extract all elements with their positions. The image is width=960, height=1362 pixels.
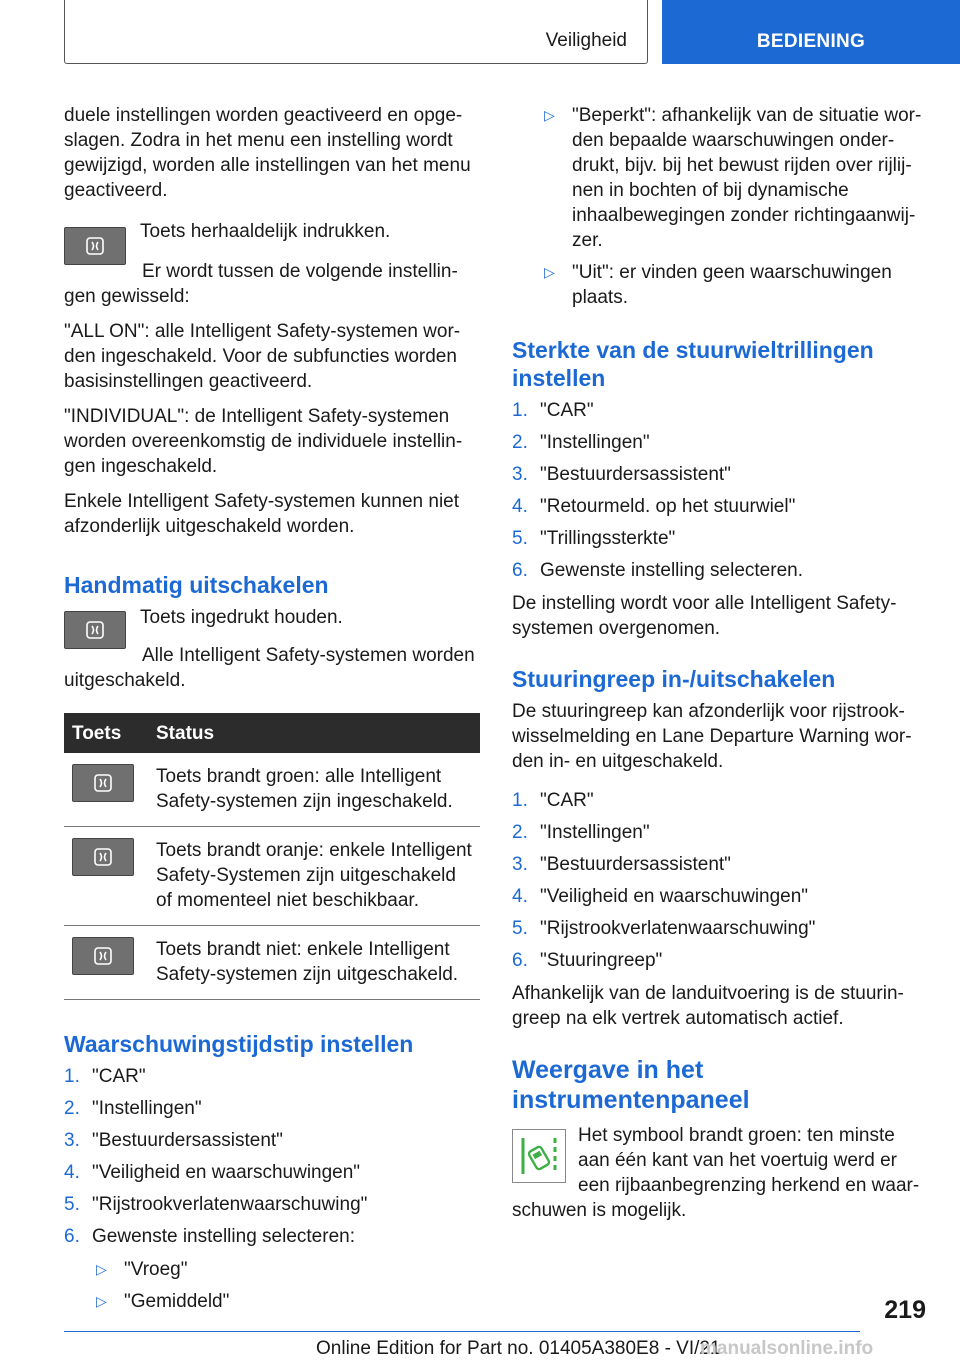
status-table (64, 713, 480, 1000)
vibration-steps-list (512, 398, 926, 583)
list-item: 1. "CAR" (512, 790, 594, 811)
steering-note: Afhankelijk van de landuitvoering is de stuuringreep na elk vertrek automatisch actief. (512, 983, 904, 1029)
table-row (64, 926, 480, 1000)
footer-edition: Online Edition for Part no. 01405A380E8 - VI/21 (316, 1338, 721, 1359)
list-item: ▷ "Vroeg" (92, 1257, 480, 1282)
list-item: 3. "Bestuurdersassistent" (512, 854, 731, 875)
steering-intro: De stuuringreep kan afzonderlijk voor rijstrookwisselmelding en Lane Departure Warning worden in- en uitgeschakeld. (512, 701, 912, 772)
list-item: 4. "Retourmeld. op het stuurwiel" (512, 496, 796, 517)
left-column (64, 103, 480, 1321)
warning-options-list-cont (540, 103, 926, 310)
page-number: 219 (884, 1296, 926, 1324)
heading-vibration: Sterkte van de stuurwieltrillingen instellen (512, 337, 874, 391)
section-tab (64, 0, 648, 64)
hold-block (64, 605, 480, 693)
triangle-bullet-icon: ▷ (544, 264, 555, 280)
intelligent-safety-button-icon (72, 838, 134, 876)
table-row (64, 753, 480, 827)
watermark: manualsonline.info (700, 1338, 874, 1359)
steering-steps-list (512, 788, 926, 973)
list-item: 1. "CAR" (512, 400, 594, 421)
intro-paragraph: duele instellingen worden geactiveerd en opgeslagen. Zodra in het menu een instelling wordt gewijzigd, worden alle instellingen van het menu geactiveerd. (64, 105, 471, 201)
list-item: 6. Gewenste instelling selecteren. (512, 560, 803, 581)
hold-text: Toets ingedrukt houden. (140, 607, 343, 628)
lane-departure-symbol-icon (512, 1129, 566, 1183)
triangle-bullet-icon: ▷ (544, 107, 555, 123)
list-item: 5. "Rijstrookverlatenwaarschuwing" (512, 918, 816, 939)
triangle-bullet-icon: ▷ (96, 1261, 107, 1277)
all-on-paragraph: "ALL ON": alle Intelligent Safety-systemen worden ingeschakeld. Voor de subfuncties worden basisinstellingen geactiveerd. (64, 321, 461, 392)
list-item: 2. "Instellingen" (64, 1098, 202, 1119)
list-item: 4. "Veiligheid en waarschuwingen" (512, 886, 809, 907)
individual-paragraph: "INDIVIDUAL": de Intelligent Safety-systemen worden overeenkomstig de individuele instellingen ingeschakeld. (64, 406, 463, 477)
table-cell-status: Toets brandt niet: enkele Intelligent Safety-systemen zijn uitgeschakeld. (148, 926, 480, 1000)
list-item: 2. "Instellingen" (512, 822, 650, 843)
list-item: 1. "CAR" (64, 1066, 146, 1087)
list-item: ▷ "Gemiddeld" (92, 1289, 480, 1314)
list-item: 5. "Trillingssterkte" (512, 528, 676, 549)
warning-steps-list (64, 1064, 480, 1249)
table-cell-status: Toets brandt oranje: enkele Intelligent Safety-Systemen zijn uitgeschakeld of momenteel niet beschikbaar. (148, 827, 480, 926)
table-header-status: Status (148, 713, 480, 753)
display-block (512, 1123, 926, 1223)
intelligent-safety-button-icon (72, 937, 134, 975)
table-header-row (64, 713, 480, 753)
list-item: 3. "Bestuurdersassistent" (64, 1130, 283, 1151)
list-item: ▷ "Uit": er vinden geen waarschuwingen plaats. (540, 260, 926, 310)
list-item: 4. "Veiligheid en waarschuwingen" (64, 1162, 361, 1183)
triangle-bullet-icon: ▷ (96, 1293, 107, 1309)
switch-text: Er wordt tussen de volgende instellingen gewisseld: (64, 261, 458, 307)
list-item: 6. Gewenste instelling selecteren: (64, 1226, 355, 1247)
display-text: Het symbool brandt groen: ten minste aan één kant van het voertuig werd er een rijbaanbegrenzing herkend en waarschuwen is mogelijk. (512, 1125, 920, 1221)
table-cell-status: Toets brandt groen: alle Intelligent Safety-systemen zijn ingeschakeld. (148, 753, 480, 827)
list-item: 6. "Stuuringreep" (512, 950, 663, 971)
list-item: ▷ "Beperkt": afhankelijk van de situatie worden bepaalde waarschuwingen onderdrukt, bijv. bij het bewust rijden over rijlijnen in bochten of bij dynamische inhaalbewegingen zonder richtingaanwijzer. (540, 103, 926, 253)
heading-display: Weergave in het instrumentenpaneel (512, 1056, 750, 1114)
press-repeat-text: Toets herhaaldelijk indrukken. (140, 221, 391, 242)
table-row (64, 827, 480, 926)
right-column (512, 103, 926, 1233)
heading-steering: Stuuringreep in-/uitschakelen (512, 666, 836, 692)
page-header (0, 0, 960, 66)
warning-options-list (92, 1257, 480, 1314)
list-item: 3. "Bestuurdersassistent" (512, 464, 731, 485)
heading-manual-off: Handmatig uitschakelen (64, 572, 329, 598)
list-item: 5. "Rijstrookverlatenwaarschuwing" (64, 1194, 368, 1215)
some-off-paragraph: Enkele Intelligent Safety-systemen kunnen niet afzonderlijk uitgeschakeld worden. (64, 491, 460, 537)
footer-divider (64, 1331, 860, 1332)
table-header-toets: Toets (64, 713, 148, 753)
intelligent-safety-button-icon (72, 764, 134, 802)
section-title: Veiligheid (545, 30, 627, 51)
intelligent-safety-button-icon (64, 611, 126, 649)
all-off-text: Alle Intelligent Safety-systemen worden uitgeschakeld. (64, 645, 475, 691)
list-item: 2. "Instellingen" (512, 432, 650, 453)
press-repeat-block (64, 219, 480, 309)
heading-warning-time: Waarschuwingstijdstip instellen (64, 1031, 414, 1057)
chapter-title: BEDIENING (662, 0, 960, 64)
intelligent-safety-button-icon (64, 227, 126, 265)
vibration-note: De instelling wordt voor alle Intelligent Safety-systemen overgenomen. (512, 593, 897, 639)
